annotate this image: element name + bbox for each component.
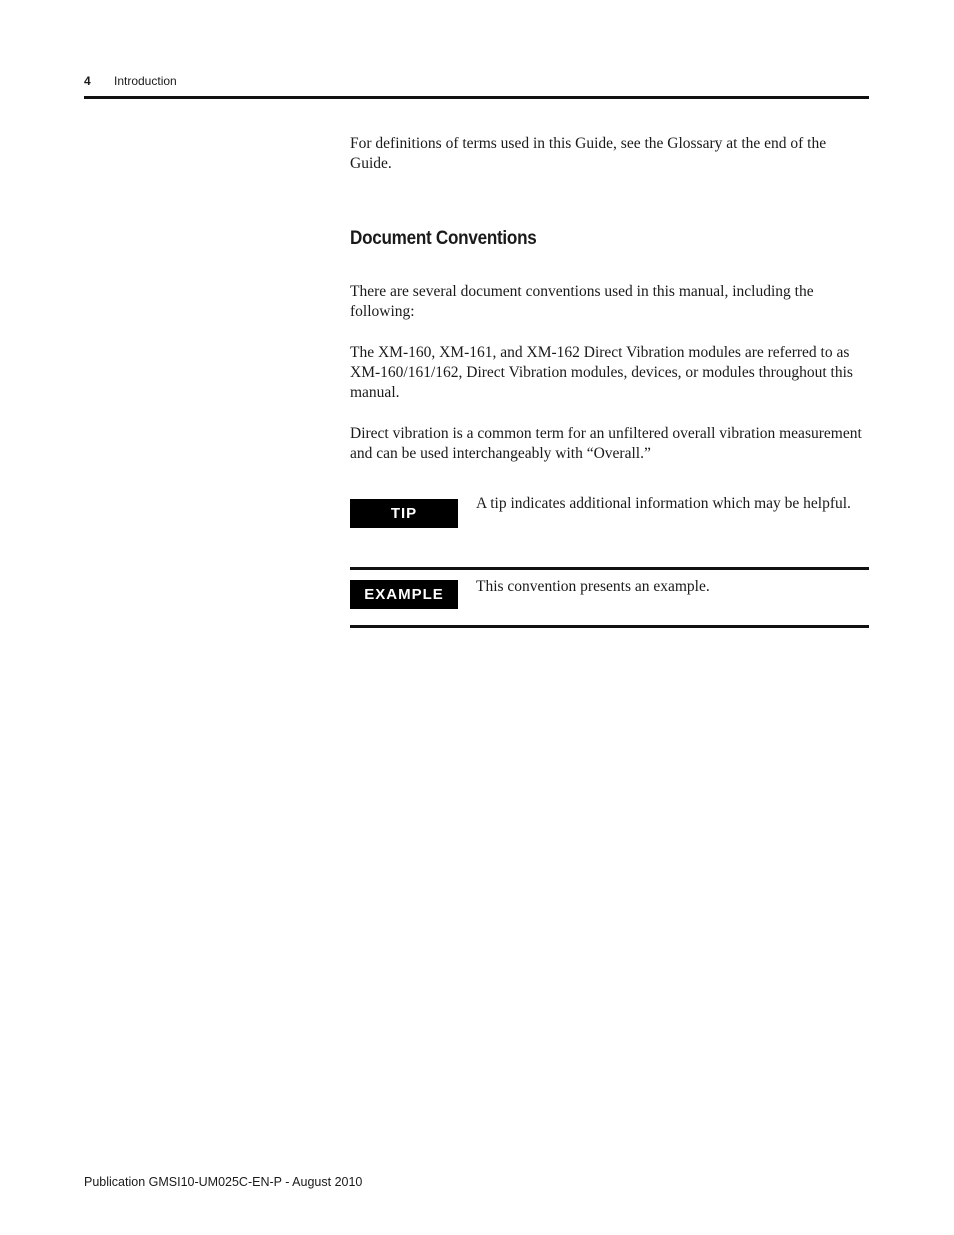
header-rule <box>84 96 869 99</box>
example-badge: EXAMPLE <box>350 580 458 609</box>
section-name: Introduction <box>114 74 177 88</box>
example-top-rule <box>350 567 869 570</box>
tip-text: A tip indicates additional information which may be helpful. <box>476 495 851 512</box>
glossary-note: For definitions of terms used in this Guide, see the Glossary at the end of the Guide. <box>350 135 827 172</box>
modules-paragraph: The XM-160, XM-161, and XM-162 Direct Vibration modules are referred to as XM-160/161/162, Direct Vibration modules, devices, or modules throughout this manual. <box>350 344 853 401</box>
direct-vibration-paragraph: Direct vibration is a common term for an unfiltered overall vibration measurement and can be used interchangeably with “Overall.” <box>350 425 862 462</box>
example-text: This convention presents an example. <box>476 578 710 595</box>
intro-paragraph: There are several document conventions used in this manual, including the following: <box>350 283 814 320</box>
section-heading: Document Conventions <box>350 228 537 249</box>
page-header <box>84 74 869 100</box>
publication-footer: Publication GMSI10-UM025C-EN-P - August 2010 <box>84 1175 363 1189</box>
tip-callout <box>350 494 869 554</box>
tip-badge: TIP <box>350 499 458 528</box>
example-bottom-rule <box>350 625 869 628</box>
page-number: 4 <box>84 74 91 88</box>
